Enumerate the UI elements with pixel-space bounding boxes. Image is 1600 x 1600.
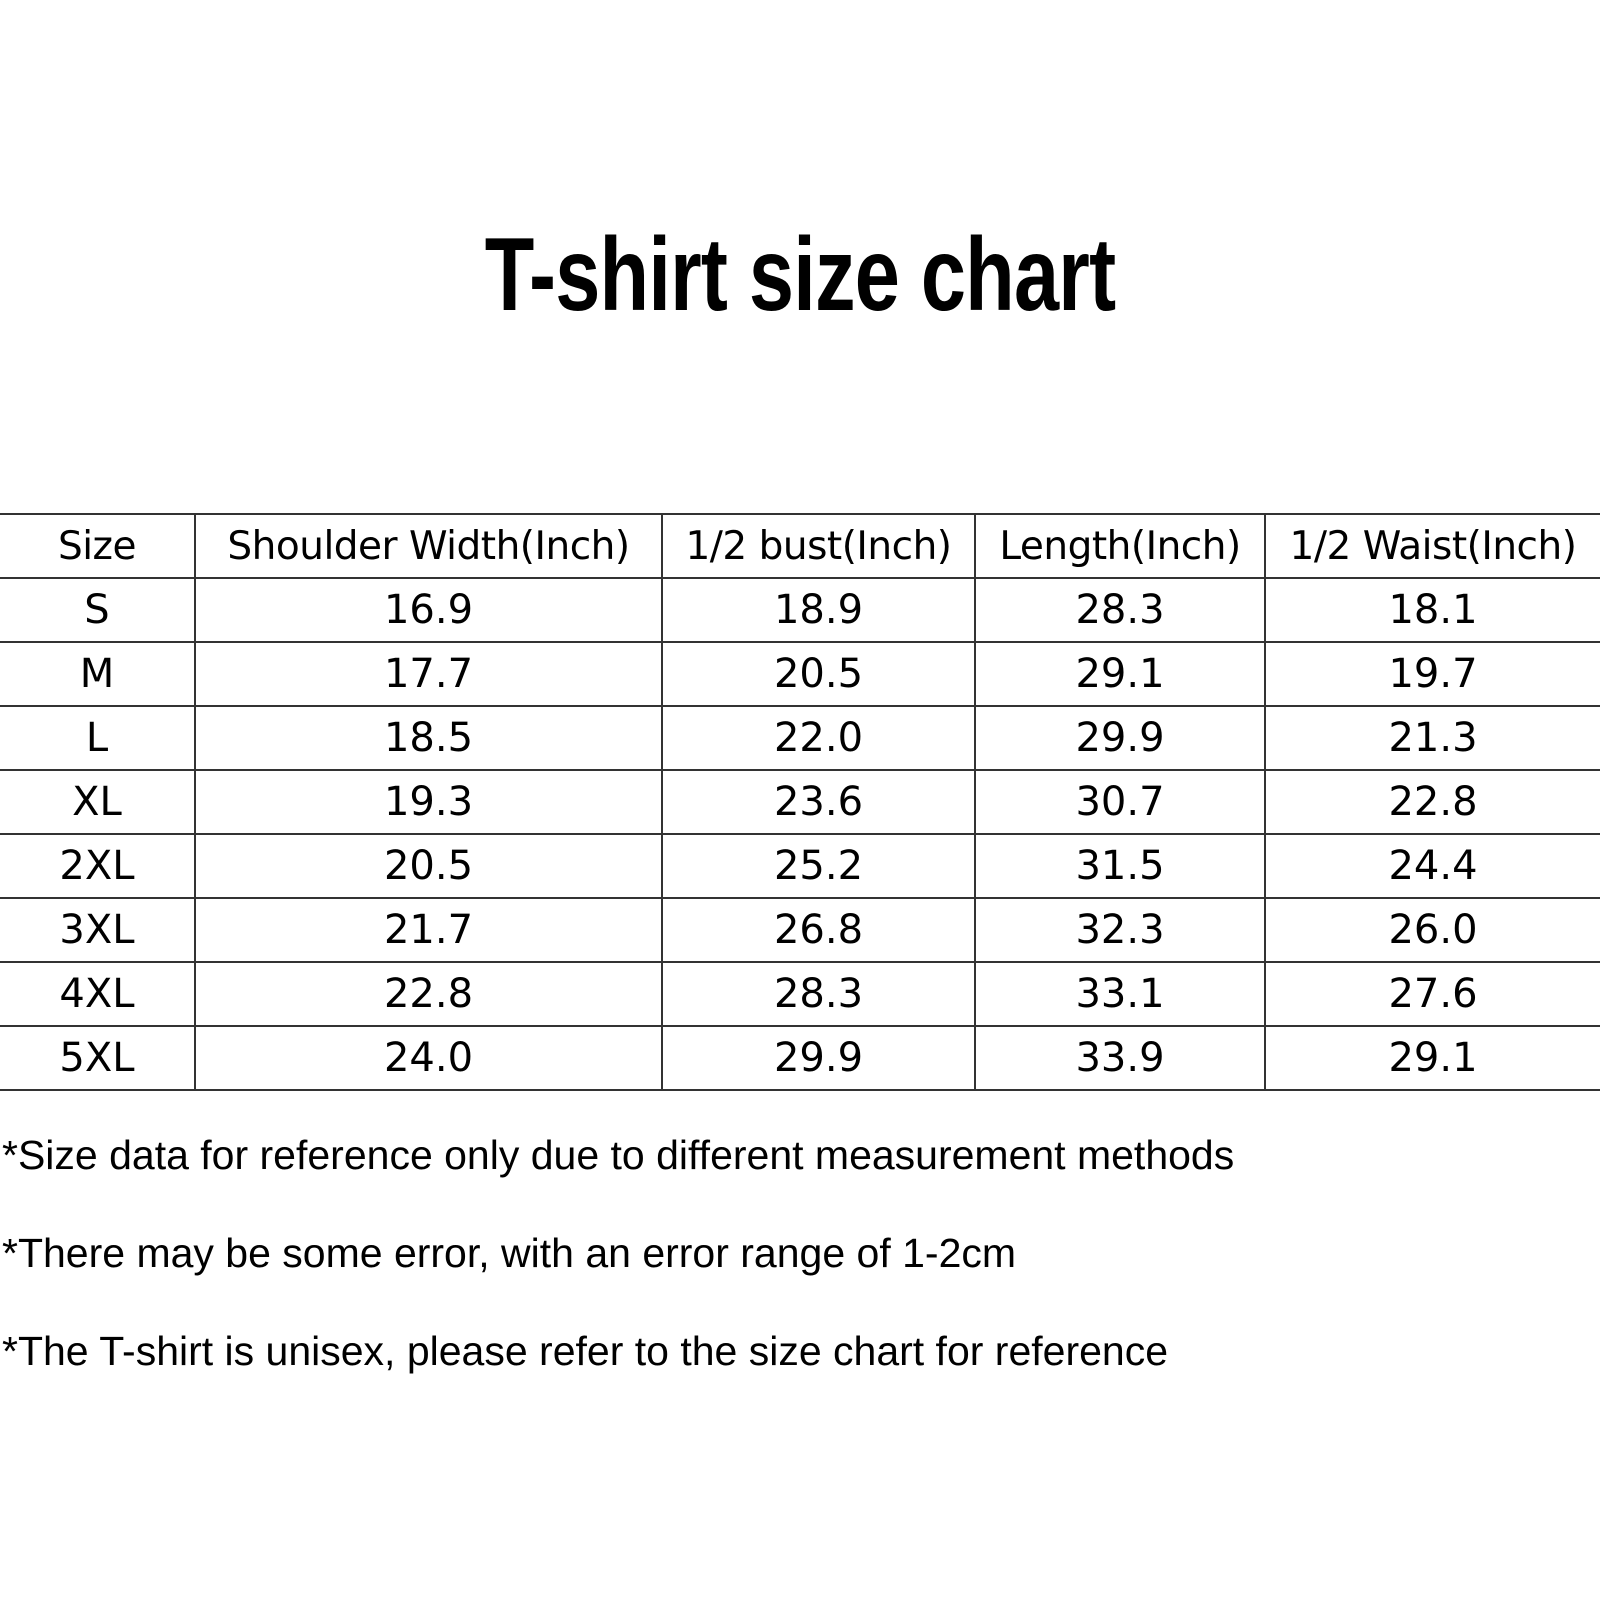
header-shoulder-width: Shoulder Width(Inch) (195, 514, 662, 578)
table-row (0, 962, 1600, 1026)
cell-length: 29.9 (975, 706, 1265, 770)
cell-length: 32.3 (975, 898, 1265, 962)
cell-size: M (0, 642, 195, 706)
cell-shoulder-width: 24.0 (195, 1026, 662, 1090)
cell-half-bust: 22.0 (662, 706, 975, 770)
cell-shoulder-width: 20.5 (195, 834, 662, 898)
cell-half-waist: 19.7 (1265, 642, 1600, 706)
cell-half-bust: 29.9 (662, 1026, 975, 1090)
notes-section (2, 1130, 1562, 1424)
size-table (0, 513, 1600, 1091)
table-header-row (0, 514, 1600, 578)
cell-shoulder-width: 16.9 (195, 578, 662, 642)
cell-half-waist: 24.4 (1265, 834, 1600, 898)
note-error-range: *There may be some error, with an error range of 1-2cm (2, 1230, 1017, 1276)
cell-size: S (0, 578, 195, 642)
cell-shoulder-width: 17.7 (195, 642, 662, 706)
cell-size: 2XL (0, 834, 195, 898)
table-row (0, 1026, 1600, 1090)
cell-half-bust: 26.8 (662, 898, 975, 962)
cell-length: 33.9 (975, 1026, 1265, 1090)
cell-half-waist: 29.1 (1265, 1026, 1600, 1090)
cell-size: 4XL (0, 962, 195, 1026)
table-row (0, 642, 1600, 706)
table-row (0, 898, 1600, 962)
cell-half-waist: 27.6 (1265, 962, 1600, 1026)
note-measurement: *Size data for reference only due to different measurement methods (2, 1132, 1235, 1178)
cell-half-bust: 23.6 (662, 770, 975, 834)
cell-length: 28.3 (975, 578, 1265, 642)
cell-shoulder-width: 22.8 (195, 962, 662, 1026)
cell-length: 33.1 (975, 962, 1265, 1026)
cell-shoulder-width: 21.7 (195, 898, 662, 962)
cell-half-bust: 28.3 (662, 962, 975, 1026)
cell-length: 29.1 (975, 642, 1265, 706)
table-row (0, 706, 1600, 770)
cell-length: 30.7 (975, 770, 1265, 834)
cell-size: 5XL (0, 1026, 195, 1090)
cell-half-waist: 21.3 (1265, 706, 1600, 770)
page-title: T-shirt size chart (484, 217, 1116, 333)
cell-shoulder-width: 18.5 (195, 706, 662, 770)
table-row (0, 770, 1600, 834)
cell-half-bust: 20.5 (662, 642, 975, 706)
header-length: Length(Inch) (975, 514, 1265, 578)
header-half-waist: 1/2 Waist(Inch) (1265, 514, 1600, 578)
cell-length: 31.5 (975, 834, 1265, 898)
cell-half-waist: 26.0 (1265, 898, 1600, 962)
cell-size: L (0, 706, 195, 770)
cell-size: 3XL (0, 898, 195, 962)
note-unisex: *The T-shirt is unisex, please refer to the size chart for reference (2, 1328, 1168, 1374)
cell-half-bust: 18.9 (662, 578, 975, 642)
table-row (0, 834, 1600, 898)
cell-half-bust: 25.2 (662, 834, 975, 898)
cell-half-waist: 22.8 (1265, 770, 1600, 834)
header-size: Size (0, 514, 195, 578)
cell-half-waist: 18.1 (1265, 578, 1600, 642)
header-half-bust: 1/2 bust(Inch) (662, 514, 975, 578)
cell-size: XL (0, 770, 195, 834)
table-row (0, 578, 1600, 642)
cell-shoulder-width: 19.3 (195, 770, 662, 834)
